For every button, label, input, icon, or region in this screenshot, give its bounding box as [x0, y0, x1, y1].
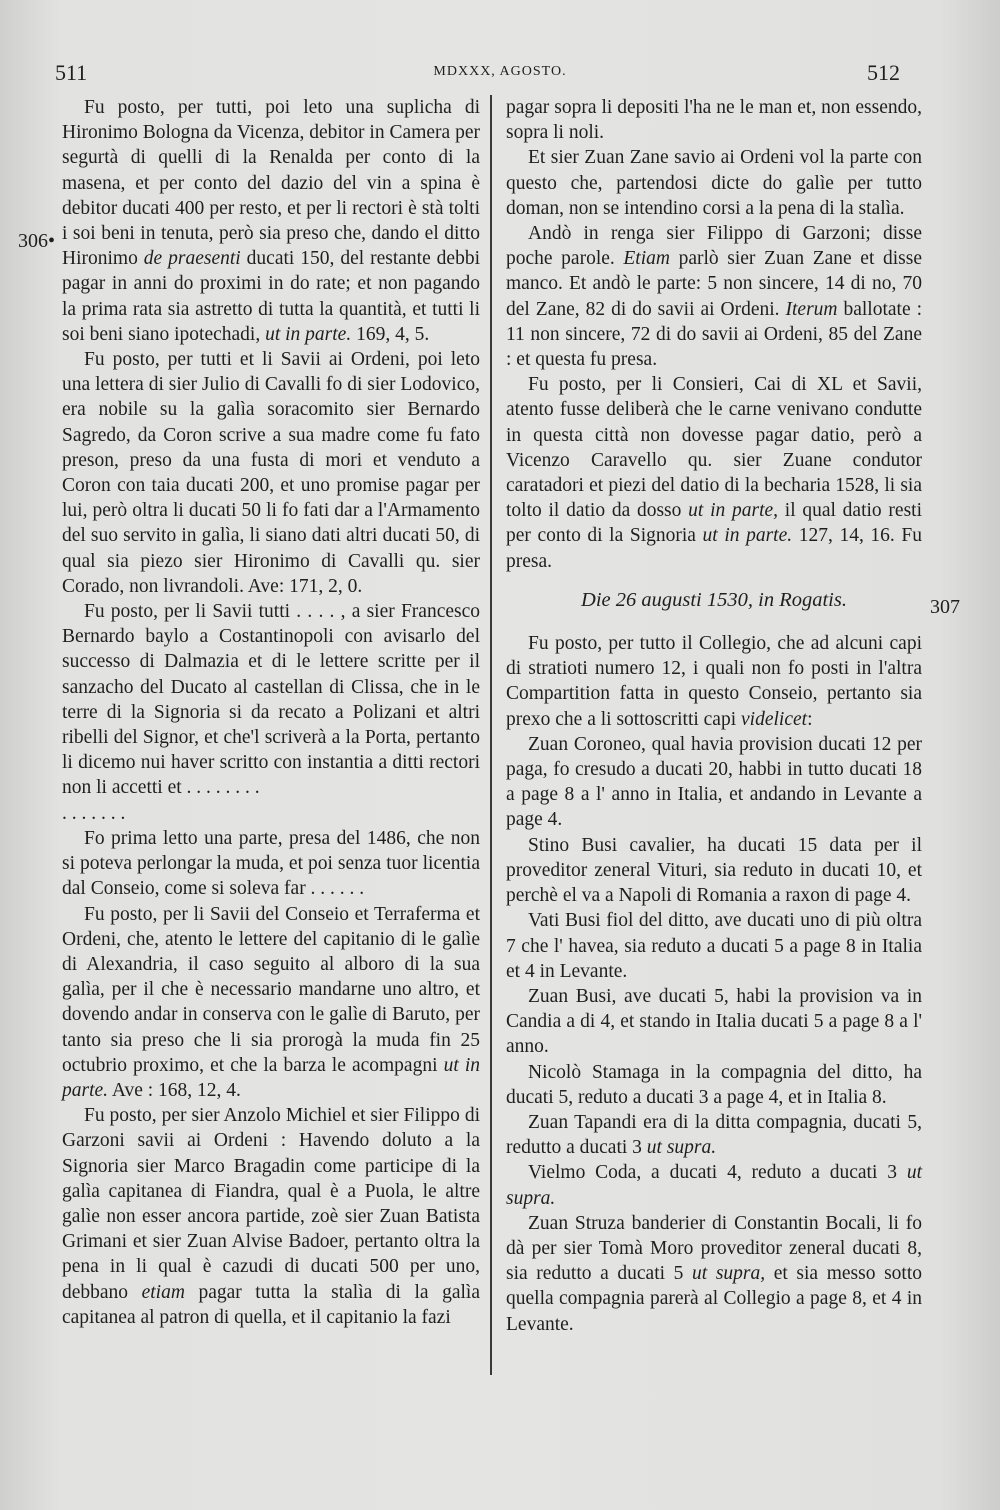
paragraph: Nicolò Stamaga in la compagnia del ditto, ha ducati 5, reduto a ducati 3 a page 4, et in Italia 8.	[506, 1061, 922, 1108]
paragraph: Fu posto, per li Savii tutti . . . . , a sier Francesco Bernardo baylo a Costantinopoli con avisarlo del successo di Dalmazia et di le lettere scritte per il sanzacho del Ducato al castellan di Clissa, che in le terre di la Signoria si da recato a Polizani et altri ribelli del Signor, et che'l scriverà a la Porta, pertanto li dicemo nui haver scritto con instantia a ditti rectori non li accetti et . . . . . . . .	[62, 601, 480, 799]
paragraph: Fo prima letto una parte, presa del 1486, che non si poteva perlongar la muda, et poi senza tuor licentia dal Conseio, come si soleva far . . . . . .	[62, 827, 480, 900]
margin-number-left: 306•	[18, 230, 56, 252]
paragraph: Fu posto, per tutto il Collegio, che ad alcuni capi di stratioti numero 12, i quali non fo posti in l'altra Compartition fatta in questo Conseio, pertanto sia prexo che a li sottoscritti capi videlicet:	[506, 633, 922, 730]
paragraph: Vati Busi fiol del ditto, ave ducati uno di più oltra 7 che l' havea, sia reduto a ducati 5 a page 8 in Italia et 4 in Levante.	[506, 910, 922, 982]
running-title: MDXXX, AGOSTO.	[433, 64, 567, 79]
column-divider	[490, 95, 492, 1375]
dateline: Die 26 augusti 1530, in Rogatis.	[581, 588, 847, 611]
paragraph: Fu posto, per sier Anzolo Michiel et sier Filippo di Garzoni savii ai Ordeni : Havendo doluto a la Signoria sier Marco Bragadin come participe di la galìa capitanea di Fiandra, qual è a Puola, le altre galìe non esser ancora partide, zoè sier Zuan Batista Grimani et sier Zuan Alvise Badoer, pertanto oltra la pena in li qual è cazudi di ducati 500 per uno, debbano etiam pagar tutta la stalìa di la galìa capitanea al patron di quella, et il capitanio la fazi	[62, 1105, 481, 1328]
page-number-left: 511	[55, 60, 88, 85]
paragraph: Zuan Struza banderier di Constantin Bocali, li fo dà per sier Tomà Moro proveditor zeneral ducati 8, sia redutto a ducati 5 ut supra, et sia messo sotto quella compagnia parerà al Collegio a page 8, et 4 in Levante.	[506, 1212, 922, 1335]
paragraph: Andò in renga sier Filippo di Garzoni; disse poche parole. Etiam parlò sier Zuan Zane et disse manco. Et andò le parte: 5 non sincere, 14 di no, 70 del Zane, 82 di do savii ai Ordeni. Iterum ballotate : 11 non sincere, 72 di do savii ai Ordeni, 85 del Zane : et questa fu presa.	[506, 223, 922, 371]
page-number-right: 512	[867, 60, 900, 85]
margin-number-right: 307	[930, 596, 960, 618]
paragraph-continued: pagar sopra li depositi l'ha ne le man et, non essendo, sopra li noli.	[506, 97, 922, 144]
paragraph: Fu posto, per tutti, poi leto una suplicha di Hironimo Bologna da Vicenza, debitor in Camera per segurtà di quelli di la Renalda per conto di la masena, et per conto del dazio del vin a spina è debitor ducati 400 per resto, et per li rectori è stà tolti i soi beni in tenuta, però sia preso che, dando el ditto Hironimo de praesenti ducati 150, del restante debbi pagar in anni do proximi in do rate; et non pagando la prima rata sia astretto di tutta la quantità, et tutti li soi beni siano ipotechadi, ut in parte. 169, 4, 5.	[62, 97, 480, 345]
paragraph: Zuan Coroneo, qual havia provision ducati 12 per paga, fo cresudo a ducati 20, habbi in tutto ducati 18 a page 8 a l' anno in Italia, et andando in Levante a page 4.	[506, 733, 922, 831]
ellipsis-line: . . . . . . .	[62, 802, 126, 824]
paragraph: Fu posto, per li Savii del Conseio et Terraferma et Ordeni, che, atento le lettere del capitanio di le galìe di Alexandria, il caso seguito al alboro di la sua galìa, per il che è necessario mandarne uno altro, et dovendo andar in conserva con le galìe di Baruto, per tanto sia preso che li sia prorogà la muda fin 25 octubrio proximo, et che la barza le acompagni ut in parte. Ave : 168, 12, 4.	[62, 903, 480, 1101]
page-header	[0, 60, 1000, 90]
right-column	[506, 95, 922, 1337]
paragraph: Fu posto, per li Consieri, Cai di XL et Savii, atento fusse deliberà che le carne venivano condutte in questa città non dovesse pagar datio, però a Vicenzo Caravello qu. sier Zuane condutor caratadori et piezi del datio di la becharia 1528, li sia tolto il datio da dosso ut in parte, il qual datio resti per conto di la Signoria ut in parte. 127, 14, 16. Fu presa.	[506, 374, 922, 572]
left-column	[62, 95, 480, 1330]
paragraph: Fu posto, per tutti et li Savii ai Ordeni, poi leto una lettera di sier Julio di Cavalli fo di sier Lodovico, era nobile su la galìa soracomito sier Bernardo Sagredo, da Coron scrive a sua madre come fu fato preson, preso da una fusta di mori et venduto a Coron con taia ducati 200, et uno promise pagar per lui, però oltra li ducati 50 li fo fati dar a l'Armamento del suo servito in galìa, li siano dati altri ducati 50, di qual sia piezo sier Hironimo di Cavalli qu. sier Corado, non livrandoli. Ave: 171, 2, 0.	[62, 349, 480, 597]
paragraph: Vielmo Coda, a ducati 4, reduto a ducati 3 ut supra.	[506, 1162, 922, 1209]
paragraph: Stino Busi cavalier, ha ducati 15 data per il proveditor zeneral Vituri, sia reduto in ducati 10, et perchè el va a Napoli di Romania a raxon di page 4.	[506, 834, 922, 907]
paragraph: Zuan Busi, ave ducati 5, habi la provision va in Candia a di 4, et stando in Italia ducati 5 a page 8 a l' anno.	[506, 985, 922, 1058]
paragraph: Et sier Zuan Zane savio ai Ordeni vol la parte con questo che, partendosi dicte do galìe per tutto doman, non se intendino corsi a la pena di la stalìa.	[506, 147, 922, 219]
paragraph: Zuan Tapandi era di la ditta compagnia, ducati 5, redutto a ducati 3 ut supra.	[506, 1111, 922, 1159]
